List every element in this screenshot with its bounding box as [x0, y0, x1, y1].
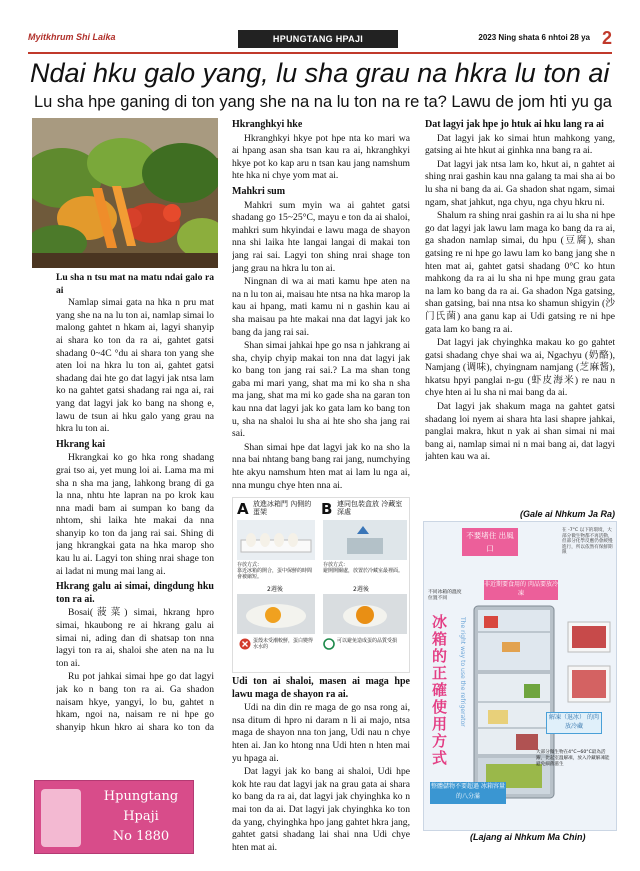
paragraph: Shan simai hpe dat lagyi jak ko na sho la nna bai nhtang bang bang rai jang, numchying hte akyu namshum hten mat ai lam lu nga ai, nna mungu chye hten nna ai. — [232, 441, 410, 491]
badge-line-2: Hpaji — [123, 809, 159, 824]
section-heading: Dat lagyi jak hpe jo htuk ai hku lang ra ai — [425, 119, 604, 130]
photo-caption: Lu sha n tsu mat na matu ndai galo ra ai — [56, 272, 214, 296]
tag-thaw: 解凍（退冰） 的肉放冷藏 — [546, 712, 602, 734]
label-temp-zones: 不同冰箱的溫度位置不同 — [428, 590, 462, 601]
vegetable-photo — [32, 118, 218, 268]
paragraph: Dat lagyi jak ntsa lam ko, hkut ai, n gahtet ai shing nrai gashin kau nna galang ta mai sha ai bo lu sha ni bang da ai. Ga shadon shat ngam, simai ngam, shat jahkut, nga chyu, nga chyu hkru ni. — [425, 158, 615, 208]
column-1 — [56, 272, 214, 732]
tag-microbes: 在 -7°C 以下的環境，大部分微生物都不再活動，但部分化學反應仍會緩慢進行，所以依然有保鮮期限 — [562, 528, 613, 556]
section-heading: Hkrang galu ai simai, dingdung hku ton ra ai. — [56, 581, 214, 605]
egg-b-note: 存放方式： 避開開關處，放置於冷藏室最裡面。 — [323, 562, 404, 574]
page-number: 2 — [601, 28, 612, 48]
fridge-illustration — [468, 602, 560, 802]
fridge-infographic — [423, 521, 617, 831]
masthead — [28, 30, 612, 52]
paragraph: Bosai(菠菜) simai, hkrang hpro simai, hkaubong re ai hkrang galu ai simai ni, ading dan di shatsap ton nna lagyi ton ra ai, shaloi she aten na na lu ton ai. — [56, 607, 214, 669]
egg-a-note: 存放方式： 靠近冰箱的開合，蛋中保鮮的時間會被縮短。 — [237, 562, 313, 580]
paragraph: Dat lagyi jak ko simai htun mahkong yang, gatsing ai hte hkut ai ginhka nna bang ra ai. — [425, 132, 615, 157]
paragraph: Dat lagyi jak ko bang ai shaloi, Udi hpe kok hte rau dat lagyi jak na grau gata ai shara ko bang da ra ai, dat lagyi jak chyinghka ko n mai ton da ai. Dat lagyi jak chyinghka ko ton da yang, chyinghka hpo jang gahtet hkra jang, gahtet gatsi shadang lai shai nna Udi chye hten mat ai. — [232, 766, 410, 853]
paragraph: Mahkri sum myin wa ai gahtet gatsi shadang go 15~25°C, mayu e ton da ai shaloi, mahkri sum hkyindai e lawu maga de shayon nna shi laika hte langai langai di makai ton jang rai sai. Lagyi ton shing nrai shage ton jang grau na hkra lu ton ai. — [232, 199, 410, 274]
author-credit: (Gale ai Nhkum Ja Ra) — [520, 509, 616, 519]
egg-b-result: 可以避免造成蛋的品質受損 — [337, 638, 398, 644]
paragraph: Dat lagyi jak chyinghka makau ko go gahtet gatsi shadang chye shai wa ai, Ngachyu (奶酪), Namjang (调味), chyingnam namjang (芝麻酱), hkatsu hpyi panglai n-gu (虾皮海米) re nau n chye hten ai lu sha ni mai bang da ai. — [425, 337, 615, 399]
tag-thaw-note: 大部分微生物在4°C~60°C最為活躍，比起室溫解凍，放入冷藏解凍能避免細菌滋生 — [536, 750, 610, 767]
subheadline: Lu sha hpe ganing di ton yang she na na lu ton na re ta? Lawu de jom hti yu ga — [34, 93, 612, 111]
column-2-lower — [232, 676, 410, 862]
egg-storage-infographic — [232, 497, 410, 673]
illustrator-credit: (Lajang ai Nhkum Ma Chin) — [470, 832, 586, 842]
egg-b-title: 連同包裝盒放 冷藏室深處 — [337, 500, 403, 516]
header-rule — [28, 52, 612, 54]
egg-a-result: 蛋殼未受潮較鮮，蛋白變得水水的 — [253, 638, 314, 650]
label-b: B — [321, 500, 333, 518]
paragraph: Shalum ra shing nrai gashin ra ai lu sha ni hpe go dat lagyi jak lawu lam maga ko bang da ra ai, ga shadon namlap simai, du hpu (豆腐), shan gatsing re ni hpe go lawu lam ko bang jang she n hten mat ai, gahtet gatsi shadang 0°C ko htun mahkong da ra ai lu sha ni hpe mung grau gata na lam ko bang da ra ai. Ga shadon Nga gatsing, shan gatsing, bai nna ntsa ko shamun shigyin (沙门氏菌) ana ganu kap ai Udi gatsing re ni hpe gata lam ko bang ra ai. — [425, 210, 615, 335]
paragraph: Dat lagyi jak shakum maga na gahtet gatsi shadang loi nyem ai shara hta lasi shapre jahkai, panglai makra, hkut n yak ai shan simai ni mai bang ai, namlap simai ni n mai bang ai, dat lagyi jahten kau wa ai. — [425, 401, 615, 463]
paragraph: Shan simai jahkai hpe go nsa n jahkrang ai sha, chyip chyip makai ton nna dat lagyi jak ko bang ton jang rai sai.? La ma shan tong gaba mi mari yang, shat ma mi ko sha n sha ma jang, shat ma mi ko gade sha na garan ton kau nna dat lagyi jak ko gata lam ko bang ton u, sha na shaloi lu sha ai hte sho sha jang rai sai. — [232, 340, 410, 440]
column-2 — [232, 119, 410, 495]
headline: Ndai hku galo yang, lu sha grau na hkra lu ton ai — [30, 58, 610, 88]
paragraph: Ru pot jahkai simai hpe go dat lagyi jak ko n bang ton ra ai. Ga shadon naisam hkye, yangyi, lo bu, gahtet n hkam, ngoi na, naisam re ni hpe go shanyip hkun hkro ai shara ko ton da — [56, 671, 214, 732]
egg-a-title: 放進冰箱門 內側的蛋架 — [253, 500, 312, 516]
publication-name: Myitkhrum Shi Laika — [28, 32, 116, 42]
paragraph: Udi na din din re maga de go nsa rong ai, nsa ditum di hpro ni daram n li ai majo, ntsa maga de shayon nna ton jang, Udi nau n chye hten ai. Jan ko htong nna Udi hten n hten mai yu hpaga ai. — [232, 702, 410, 764]
column-3 — [425, 119, 615, 511]
egg-a-weeks: 2週後 — [267, 586, 283, 593]
section-heading: Hkranghkyi hke — [232, 119, 303, 130]
badge-line-3: No 1880 — [112, 829, 170, 844]
paragraph: Namlap simai gata na hka n pru mat yang she na na lu ton ai, namlap simai lo malong gahtet n hkam ai, lagyi shanyip ai shara ko ton da ra ai, gahtet gatsi shadang 0~4C °du ai shara ton yang she aten loi na hkra lu ton ai, gahtet gatsi shadang dai hte go dat lagyi jak ntsa lam ko na gahtet gatsi shadang rai nga ai, rai yang dat lagyi jak ko bang na shong e, lawu de tsun ai hku galo yang grau na hkra lu ton ai. — [56, 297, 214, 435]
cracked-egg-results — [237, 594, 407, 634]
badge-line-1: Hpungtang — [103, 789, 179, 804]
section-heading: Udi ton ai shaloi, masen ai maga hpe lawu maga de shayon ra ai. — [232, 676, 410, 700]
meat-packages — [566, 618, 614, 708]
vertical-subtitle: The right way to use the refrigerator — [459, 617, 466, 727]
section-heading: Mahkri sum — [232, 185, 286, 197]
issue-badge — [34, 780, 194, 854]
section-title: HPUNGTANG HPAJI — [238, 30, 398, 48]
badge-text — [93, 787, 189, 847]
paragraph: Hkrangkai ko go hka rong shadang grai tso ai, yet mung loi ai. Lama ma mi sha n sha ma jang, lahkong brang di ga la nna, nhtu hte lapran na po krok kau nna madi bam ai sumpan ko bang da nhtom, shi laika hte makai da nna shanyip ko ton da jang rai sai. Shing di jang hkrangkai gata na hka marop sho kau lu ai. Lagyi ton shing nrai shage ton ai ladat ni mung mai lang ai. — [56, 452, 214, 577]
vertical-title: 冰箱的正確使用方式 — [432, 613, 448, 767]
tag-freeze-meat: 非近期要食用的 肉品要放冷凍 — [484, 580, 558, 600]
issue-date: 2023 Ning shata 6 nhtoi 28 ya — [478, 33, 590, 42]
badge-figure — [41, 789, 81, 847]
egg-storage-photos — [237, 520, 407, 560]
circle-check-icon — [323, 638, 335, 650]
cross-icon — [239, 638, 251, 650]
paragraph: Hkranghkyi hkye pot hpe nta ko mari wa ai hpang asan sha tsan kau ra ai, hkranghkyi hkye pot ko kap aru n tsan kau jang namshum hte hka ni chye yom mat ai. — [232, 132, 410, 182]
section-heading: Hkrang kai — [56, 438, 106, 450]
egg-b-weeks: 2週後 — [353, 586, 369, 593]
label-a: A — [237, 500, 249, 518]
tag-air-vent: 不要堵住 出風口 — [462, 528, 518, 556]
tag-capacity: 整體儲物不要超過 冰箱容量的八分滿 — [430, 782, 506, 804]
paragraph: Ningnan di wa ai mati kamu hpe aten na na n lu ton ai, maisau hte ntsa na hka marop la kau ai hpang, mati kamu ni n gashin kau ai sha maisau pa hte makai nna dat lagyi jak ko bang da jang rai sai. — [232, 276, 410, 338]
